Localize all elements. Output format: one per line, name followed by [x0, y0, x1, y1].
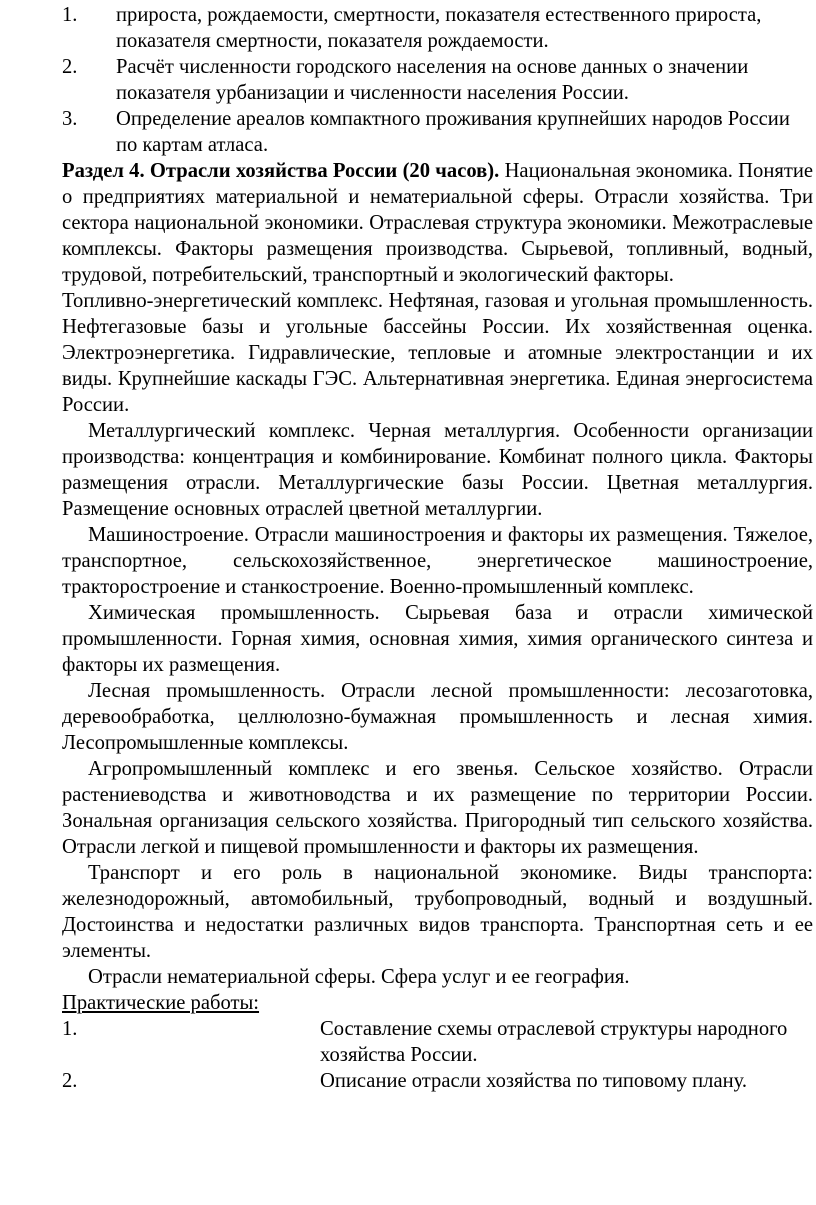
practical-item — [62, 1068, 813, 1094]
paragraph-machine: Машиностроение. Отрасли машиностроения и факторы их размещения. Тяжелое, транспортное, сельскохозяйственное, энергетическое машиностроение, тракторостроение и станкостроение. Военно-промышленный комплекс. — [62, 524, 813, 598]
paragraph-forest: Лесная промышленность. Отрасли лесной промышленности: лесозаготовка, деревообработка, целлюлозно-бумажная промышленность и лесная химия. Лесопромышленные комплексы. — [62, 680, 813, 754]
paragraph-chem: Химическая промышленность. Сырьевая база и отрасли химической промышленности. Горная химия, основная химия, химия органического синтеза и факторы их размещения. — [62, 602, 813, 676]
practical-text: Описание отрасли хозяйства по типовому плану. — [320, 1070, 748, 1092]
paragraph-fuel: Топливно-энергетический комплекс. Нефтяная, газовая и угольная промышленность. Нефтегазовые базы и угольные бассейны России. Их хозяйственная оценка. Электроэнергетика. Гидравлические, тепловые и атомные электростанции и их виды. Крупнейшие каскады ГЭС. Альтернативная энергетика. Единая энергосистема России. — [62, 290, 813, 416]
list-number: 1. — [62, 4, 78, 26]
list-text: Определение ареалов компактного проживания крупнейших народов России по картам атласа. — [116, 108, 790, 156]
practical-number: 2. — [62, 1070, 78, 1092]
paragraph-transport: Транспорт и его роль в национальной экономике. Виды транспорта: железнодорожный, автомобильный, трубопроводный, водный и воздушный. Достоинства и недостатки различных видов транспорта. Транспортная сеть и ее элементы. — [62, 862, 813, 962]
paragraph-service: Отрасли нематериальной сферы. Сфера услуг и ее география. — [88, 966, 630, 988]
section-intro: Национальная экономика. Понятие о предприятиях материальной и нематериальной сферы. Отрасли хозяйства. Три сектора национальной экономики. Отраслевая структура экономики. Межотраслевые комплексы. Факторы размещения производства. Сырьевой, топливный, водный, трудовой, потребительский, транспортный и экологический факторы. — [62, 160, 813, 286]
paragraph-agro: Агропромышленный комплекс и его звенья. Сельское хозяйство. Отрасли растениеводства и животноводства и их размещение по территории России. Зональная организация сельского хозяйства. Пригородный тип сельского хозяйства. Отрасли легкой и пищевой промышленности и факторы их размещения. — [62, 758, 813, 858]
section-4-paragraph — [62, 158, 813, 288]
list-item — [62, 2, 813, 54]
list-text: прироста, рождаемости, смертности, показателя естественного прироста, показателя смертности, показателя рождаемости. — [116, 4, 762, 52]
list-item — [62, 106, 813, 158]
list-item — [62, 54, 813, 106]
paragraph-metal: Металлургический комплекс. Черная металлургия. Особенности организации производства: концентрация и комбинирование. Комбинат полного цикла. Факторы размещения отрасли. Металлургические базы России. Цветная металлургия. Размещение основных отраслей цветной металлургии. — [62, 420, 813, 520]
section-heading: Раздел 4. Отрасли хозяйства России (20 часов). — [62, 160, 500, 182]
list-number: 3. — [62, 108, 78, 130]
practical-text: Составление схемы отраслевой структуры народного хозяйства России. — [320, 1018, 788, 1066]
practical-title: Практические работы: — [62, 992, 260, 1014]
practical-item — [62, 1016, 813, 1068]
document-page — [0, 2, 816, 1205]
list-number: 2. — [62, 56, 78, 78]
practical-number: 1. — [62, 1018, 78, 1040]
list-text: Расчёт численности городского населения на основе данных о значении показателя урбанизации и численности населения России. — [116, 56, 749, 104]
